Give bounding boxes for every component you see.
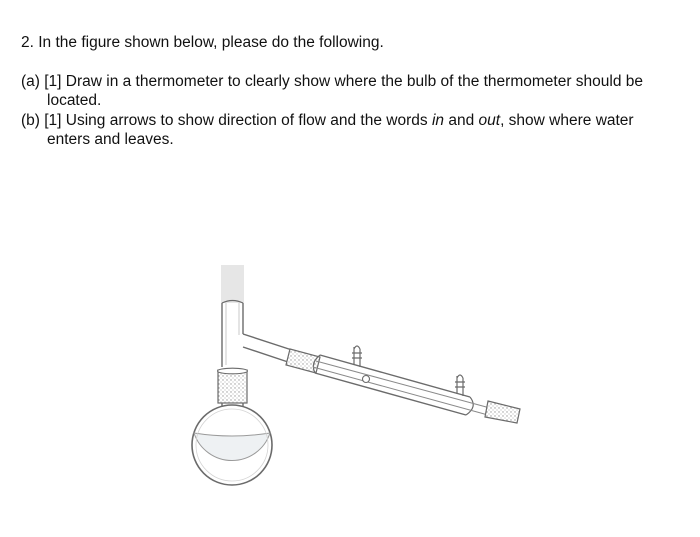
part-b-line1-mid: and bbox=[444, 112, 479, 129]
water-nozzle-2 bbox=[455, 375, 465, 396]
part-a-line2: located. bbox=[47, 92, 102, 109]
part-b-line2: enters and leaves. bbox=[47, 131, 174, 148]
still-head bbox=[222, 303, 243, 367]
rotator-mark bbox=[363, 376, 370, 383]
distillation-apparatus-icon bbox=[170, 255, 530, 495]
word-in: in bbox=[431, 112, 445, 129]
flask-neck-joint bbox=[218, 370, 247, 403]
word-out: out bbox=[478, 112, 501, 129]
part-b-line1-post: , show where water bbox=[500, 112, 634, 129]
part-a-line1: (a) [1] Draw in a thermometer to clearly show where the bulb of the thermometer should be bbox=[21, 73, 644, 90]
top-opening bbox=[221, 265, 244, 303]
condenser-jacket bbox=[315, 355, 470, 415]
part-a bbox=[21, 72, 693, 110]
part-b bbox=[21, 111, 693, 149]
water-nozzle-1 bbox=[352, 346, 362, 367]
question-title: 2. In the figure shown below, please do the following. bbox=[21, 34, 384, 51]
outlet-joint bbox=[485, 401, 520, 423]
part-b-line1-pre: (b) [1] Using arrows to show direction of flow and the words bbox=[21, 112, 432, 129]
